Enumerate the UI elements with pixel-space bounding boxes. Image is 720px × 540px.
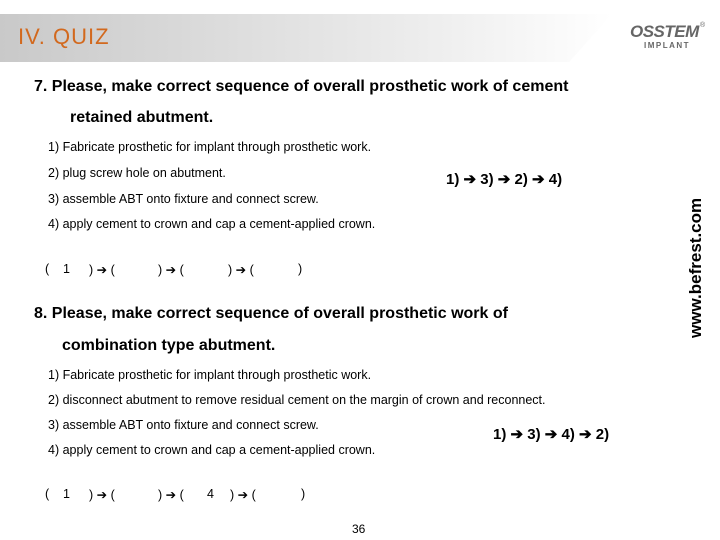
q7-item-2: 2) plug screw hole on abutment. <box>48 166 226 180</box>
q8-question-line2: combination type abutment. <box>62 337 276 354</box>
q7-seq-part: ) ➔ ( <box>228 263 254 277</box>
q7-item-1: 1) Fabricate prosthetic for implant through prosthetic work. <box>48 140 372 154</box>
logo-sub: IMPLANT <box>644 41 691 50</box>
page-title: IV. QUIZ <box>18 24 110 49</box>
q7-seq-part: 1 <box>63 262 70 276</box>
q7-item-3: 3) assemble ABT onto fixture and connect screw. <box>48 192 319 206</box>
q8-seq-part: ) ➔ ( <box>158 488 184 502</box>
osstem-logo <box>630 22 706 58</box>
q8-seq-part: ( <box>45 487 50 501</box>
q8-item-2: 2) disconnect abutment to remove residual cement on the margin of crown and reconnect. <box>48 393 546 407</box>
watermark: www.befrest.com <box>686 197 705 338</box>
q8-item-1: 1) Fabricate prosthetic for implant through prosthetic work. <box>48 368 372 382</box>
q8-answer: 1) ➔ 3) ➔ 4) ➔ 2) <box>493 426 610 443</box>
q7-answer: 1) ➔ 3) ➔ 2) ➔ 4) <box>446 171 563 188</box>
q8-item-4: 4) apply cement to crown and cap a cement-applied crown. <box>48 443 376 457</box>
q8-item-3: 3) assemble ABT onto fixture and connect screw. <box>48 418 319 432</box>
q8-seq-part: 4 <box>207 487 214 501</box>
page-number: 36 <box>352 522 366 536</box>
q7-question-line2: retained abutment. <box>70 109 214 126</box>
q7-seq-part: ) ➔ ( <box>89 263 115 277</box>
q8-seq-part: ) <box>301 487 306 501</box>
q8-question-line1: 8. Please, make correct sequence of overall prosthetic work of <box>34 305 508 322</box>
q8-seq-part: 1 <box>63 487 70 501</box>
q7-seq-part: ( <box>45 262 50 276</box>
logo-registered-mark: ® <box>700 22 706 29</box>
q8-seq-part: ) ➔ ( <box>230 488 256 502</box>
q7-question-line1: 7. Please, make correct sequence of overall prosthetic work of cement <box>34 78 569 95</box>
logo-brand: OSSTEM <box>630 22 699 41</box>
q7-seq-part: ) ➔ ( <box>158 263 184 277</box>
q7-item-4: 4) apply cement to crown and cap a cement-applied crown. <box>48 217 376 231</box>
q7-seq-part: ) <box>298 262 303 276</box>
q8-seq-part: ) ➔ ( <box>89 488 115 502</box>
